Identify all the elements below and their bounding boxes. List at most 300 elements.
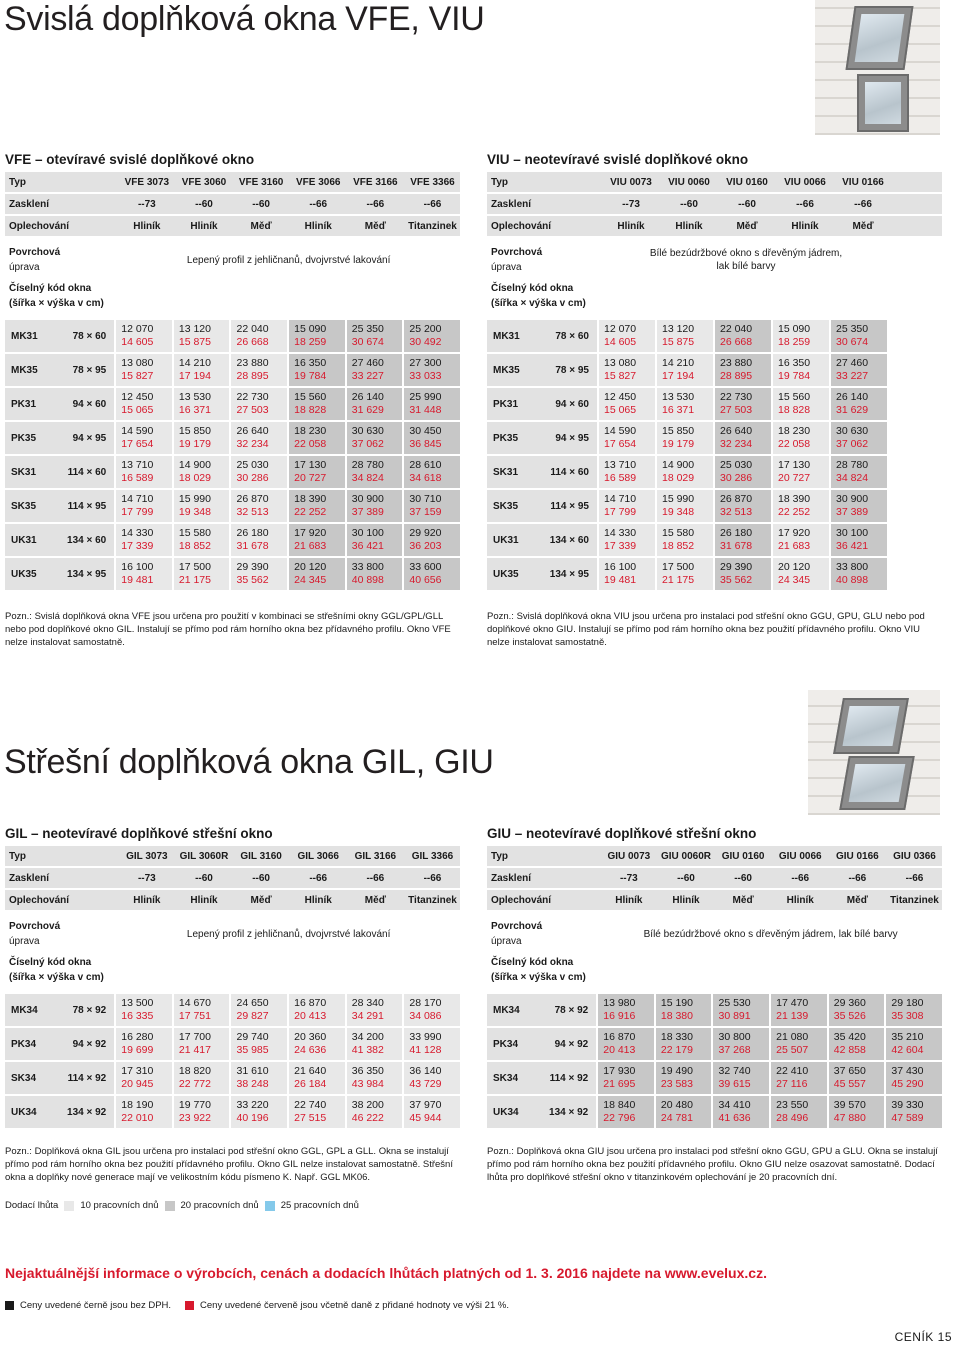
gil-price-cell bbox=[289, 1096, 345, 1128]
gil-size-code-text: UK34 bbox=[11, 1106, 37, 1118]
giu-price-gross: 23 583 bbox=[660, 1078, 693, 1090]
viu-price-cell bbox=[831, 388, 887, 420]
viu-price-gross: 32 234 bbox=[720, 438, 753, 450]
vfe-table bbox=[5, 150, 460, 590]
viu-price-net: 33 800 bbox=[836, 561, 869, 573]
gil-price-net: 28 340 bbox=[351, 997, 384, 1009]
vfe-price-cell bbox=[231, 422, 287, 454]
viu-price-gross: 30 286 bbox=[720, 472, 753, 484]
vfe-price-gross: 15 875 bbox=[178, 336, 211, 348]
gil-price-gross: 38 248 bbox=[236, 1078, 269, 1090]
vfe-size-code bbox=[5, 456, 114, 488]
gil-surface-label-1: Povrchová bbox=[9, 921, 61, 932]
gil-price-row bbox=[5, 1096, 460, 1128]
giu-surface-value: Bílé bezúdržbové okno s dřevěným jádrem, lak bílé barvy bbox=[643, 928, 898, 940]
gil-size-code-text: PK34 bbox=[11, 1038, 37, 1050]
vfe-price-gross: 26 668 bbox=[236, 336, 269, 348]
vfe-code-label-2: (šířka × výška v cm) bbox=[9, 298, 104, 309]
gil-flashing-cell: Hliník bbox=[190, 894, 218, 906]
viu-price-cell bbox=[657, 490, 713, 522]
viu-price-gross: 16 589 bbox=[604, 472, 637, 484]
giu-price-gross: 20 413 bbox=[603, 1044, 636, 1056]
giu-price-cell bbox=[713, 1096, 769, 1128]
viu-price-net: 25 030 bbox=[720, 459, 753, 471]
gil-price-gross: 20 945 bbox=[121, 1078, 154, 1090]
giu-price-cell bbox=[829, 994, 885, 1026]
gil-size-code bbox=[5, 1028, 114, 1060]
vfe-types-cell: VFE 3060 bbox=[181, 176, 227, 188]
gil-price-cell bbox=[174, 1096, 230, 1128]
giu-price-gross: 24 781 bbox=[660, 1112, 693, 1124]
vfe-price-gross: 15 065 bbox=[121, 404, 154, 416]
gil-price-gross: 40 196 bbox=[236, 1112, 269, 1124]
viu-price-row bbox=[487, 320, 942, 352]
vfe-price-gross: 32 234 bbox=[236, 438, 269, 450]
vfe-size-code bbox=[5, 320, 114, 352]
giu-types-cell: GIU 0066 bbox=[778, 850, 822, 862]
viu-code-label-2: (šířka × výška v cm) bbox=[491, 298, 586, 309]
viu-price-net: 15 560 bbox=[778, 391, 811, 403]
viu-table bbox=[487, 150, 942, 590]
vfe-code-label-1: Číselný kód okna bbox=[9, 283, 92, 294]
vfe-price-gross: 17 194 bbox=[178, 370, 211, 382]
gil-price-cell bbox=[347, 1028, 403, 1060]
giu-price-cell bbox=[656, 994, 712, 1026]
giu-price-gross: 45 290 bbox=[891, 1078, 924, 1090]
viu-price-gross: 19 784 bbox=[778, 370, 811, 382]
viu-price-cell bbox=[599, 354, 655, 386]
vfe-price-cell bbox=[116, 320, 172, 352]
viu-code-header bbox=[487, 280, 942, 312]
vfe-price-cell bbox=[404, 320, 460, 352]
vfe-price-net: 30 710 bbox=[409, 493, 442, 505]
giu-price-gross: 47 589 bbox=[891, 1112, 924, 1124]
viu-price-gross: 15 827 bbox=[604, 370, 637, 382]
vfe-price-net: 28 610 bbox=[409, 459, 442, 471]
vfe-typ-label: Typ bbox=[9, 176, 27, 188]
vfe-price-net: 30 900 bbox=[351, 493, 384, 505]
giu-price-cell bbox=[829, 1028, 885, 1060]
gil-price-cell bbox=[231, 1062, 287, 1094]
viu-surface-label-2: úprava bbox=[491, 262, 522, 273]
gil-price-cell bbox=[404, 1096, 460, 1128]
gil-price-gross: 43 729 bbox=[409, 1078, 442, 1090]
giu-size-code-text: PK34 bbox=[493, 1038, 519, 1050]
viu-price-net: 26 640 bbox=[720, 425, 753, 437]
viu-price-gross: 18 029 bbox=[662, 472, 695, 484]
vfe-price-net: 22 040 bbox=[236, 323, 269, 335]
vfe-types-row bbox=[5, 172, 460, 192]
gil-price-gross: 19 699 bbox=[121, 1044, 154, 1056]
viu-flashing-cell: Hliník bbox=[617, 220, 645, 232]
giu-size-code-text: MK34 bbox=[493, 1004, 520, 1016]
gil-size-dims: 78 × 92 bbox=[72, 1004, 107, 1016]
giu-price-gross: 41 636 bbox=[718, 1112, 751, 1124]
vfe-price-cell bbox=[347, 354, 403, 386]
viu-typ-label: Typ bbox=[491, 176, 509, 188]
viu-price-gross: 21 175 bbox=[662, 574, 695, 586]
viu-price-net: 12 070 bbox=[604, 323, 637, 335]
viu-surface-label bbox=[487, 245, 601, 275]
gil-price-gross: 22 772 bbox=[178, 1078, 211, 1090]
viu-oplechovani-label: Oplechování bbox=[491, 220, 552, 232]
vfe-price-gross: 33 033 bbox=[409, 370, 442, 382]
vfe-price-gross: 15 827 bbox=[121, 370, 154, 382]
gil-price-net: 33 990 bbox=[409, 1031, 442, 1043]
vfe-price-gross: 37 159 bbox=[409, 506, 442, 518]
giu-code-label bbox=[487, 955, 601, 985]
viu-size-dims: 78 × 95 bbox=[555, 364, 589, 376]
vfe-price-gross: 28 895 bbox=[236, 370, 269, 382]
vfe-price-net: 29 390 bbox=[236, 561, 269, 573]
viu-price-net: 25 350 bbox=[836, 323, 869, 335]
giu-surface-label bbox=[487, 919, 599, 949]
vfe-price-cell bbox=[231, 354, 287, 386]
vfe-price-cell bbox=[231, 524, 287, 556]
gil-price-net: 33 220 bbox=[236, 1099, 269, 1111]
viu-price-row bbox=[487, 558, 942, 590]
viu-size-dims: 78 × 60 bbox=[555, 330, 589, 342]
gil-price-cell bbox=[347, 1096, 403, 1128]
viu-price-cell bbox=[715, 524, 771, 556]
gil-glazing-cell: --66 bbox=[423, 872, 442, 884]
vfe-size-code-text: MK35 bbox=[11, 364, 38, 376]
info-line: Nejaktuálnější informace o výrobcích, cenách a dodacích lhůtách platných od 1. 3. 2016 najdete na www.evelux.cz. bbox=[5, 1265, 767, 1281]
vfe-price-cell bbox=[289, 456, 345, 488]
vfe-price-cell bbox=[116, 456, 172, 488]
giu-price-net: 15 190 bbox=[660, 997, 693, 1009]
gil-flashing-cell: Měď bbox=[364, 894, 386, 906]
gil-price-gross: 41 128 bbox=[409, 1044, 442, 1056]
gil-price-net: 37 970 bbox=[409, 1099, 442, 1111]
legend-swatch-25 bbox=[265, 1201, 275, 1211]
viu-price-cell bbox=[715, 422, 771, 454]
viu-price-cell bbox=[715, 558, 771, 590]
gil-size-code-text: SK34 bbox=[11, 1072, 37, 1084]
vfe-price-gross: 14 605 bbox=[121, 336, 154, 348]
viu-price-gross: 37 389 bbox=[836, 506, 869, 518]
vfe-price-gross: 31 678 bbox=[236, 540, 269, 552]
gil-zaskleni-label: Zasklení bbox=[9, 872, 50, 884]
viu-price-net: 14 590 bbox=[604, 425, 637, 437]
viu-price-cell bbox=[657, 456, 713, 488]
gil-flashing-cell: Měď bbox=[250, 894, 272, 906]
viu-price-gross: 15 875 bbox=[662, 336, 695, 348]
giu-price-net: 34 410 bbox=[718, 1099, 751, 1111]
giu-price-net: 16 870 bbox=[603, 1031, 636, 1043]
vfe-glazing-cell: --66 bbox=[309, 198, 328, 210]
vfe-size-dims: 94 × 60 bbox=[72, 398, 107, 410]
gil-price-net: 18 820 bbox=[178, 1065, 211, 1077]
viu-price-cell bbox=[715, 490, 771, 522]
gil-size-code bbox=[5, 994, 114, 1026]
giu-price-gross: 25 507 bbox=[776, 1044, 809, 1056]
giu-code-header bbox=[487, 954, 942, 986]
gil-price-net: 36 140 bbox=[409, 1065, 442, 1077]
vfe-price-gross: 30 492 bbox=[409, 336, 442, 348]
legend-25: 25 pracovních dnů bbox=[280, 1200, 359, 1211]
viu-price-net: 15 990 bbox=[662, 493, 695, 505]
vfe-price-net: 13 710 bbox=[121, 459, 154, 471]
viu-price-cell bbox=[773, 422, 829, 454]
viu-price-row bbox=[487, 388, 942, 420]
viu-price-cell bbox=[773, 388, 829, 420]
page-footer: CENÍK 15 bbox=[894, 1330, 952, 1344]
vfe-price-gross: 37 389 bbox=[351, 506, 384, 518]
giu-types-cell: GIU 0060R bbox=[660, 850, 711, 862]
viu-price-net: 15 090 bbox=[778, 323, 811, 335]
vfe-price-net: 33 800 bbox=[351, 561, 384, 573]
legend-swatch-20 bbox=[165, 1201, 175, 1211]
gil-price-cell bbox=[231, 1096, 287, 1128]
giu-price-cell bbox=[829, 1062, 885, 1094]
viu-price-gross: 17 194 bbox=[662, 370, 695, 382]
giu-price-cell bbox=[713, 994, 769, 1026]
vfe-size-code bbox=[5, 422, 114, 454]
vfe-price-net: 17 130 bbox=[294, 459, 327, 471]
viu-price-net: 20 120 bbox=[778, 561, 811, 573]
vfe-price-gross: 21 683 bbox=[294, 540, 327, 552]
giu-flashing-cell: Hliník bbox=[672, 894, 700, 906]
gil-code-label bbox=[5, 955, 119, 985]
vfe-price-net: 23 880 bbox=[236, 357, 269, 369]
giu-size-dims: 114 × 92 bbox=[549, 1072, 589, 1084]
gil-price-net: 14 670 bbox=[178, 997, 211, 1009]
viu-price-cell bbox=[657, 354, 713, 386]
viu-size-dims: 94 × 95 bbox=[555, 432, 589, 444]
giu-zaskleni-label: Zasklení bbox=[491, 872, 532, 884]
viu-price-cell bbox=[715, 320, 771, 352]
vfe-size-dims: 134 × 60 bbox=[67, 534, 107, 546]
vfe-price-net: 15 090 bbox=[294, 323, 327, 335]
viu-size-code bbox=[487, 490, 597, 522]
vfe-price-net: 14 900 bbox=[178, 459, 211, 471]
giu-price-net: 17 470 bbox=[776, 997, 809, 1009]
vfe-price-net: 30 450 bbox=[409, 425, 442, 437]
vfe-price-cell bbox=[404, 558, 460, 590]
vfe-price-cell bbox=[289, 320, 345, 352]
vfe-size-dims: 134 × 95 bbox=[67, 568, 107, 580]
gil-size-dims: 94 × 92 bbox=[72, 1038, 107, 1050]
vfe-price-net: 26 140 bbox=[351, 391, 384, 403]
vfe-price-gross: 31 448 bbox=[409, 404, 442, 416]
viu-size-code-text: SK31 bbox=[493, 466, 519, 478]
viu-types-cell: VIU 0066 bbox=[784, 176, 826, 188]
viu-glazing-cell: --73 bbox=[622, 198, 640, 210]
vfe-size-code bbox=[5, 490, 114, 522]
vfe-price-net: 14 210 bbox=[178, 357, 211, 369]
vfe-price-net: 16 100 bbox=[121, 561, 154, 573]
vfe-price-gross: 36 421 bbox=[351, 540, 384, 552]
gil-price-net: 19 770 bbox=[178, 1099, 211, 1111]
viu-price-cell bbox=[657, 558, 713, 590]
legend-swatch-10 bbox=[64, 1201, 74, 1211]
vfe-price-cell bbox=[174, 524, 230, 556]
gil-price-net: 17 700 bbox=[178, 1031, 211, 1043]
vfe-size-code bbox=[5, 558, 114, 590]
viu-price-gross: 21 683 bbox=[778, 540, 811, 552]
gil-surface-value: Lepený profil z jehličnanů, dvojvrstvé lakování bbox=[186, 928, 391, 940]
gil-price-net: 22 740 bbox=[294, 1099, 327, 1111]
viu-price-row bbox=[487, 354, 942, 386]
vfe-price-gross: 22 252 bbox=[294, 506, 327, 518]
giu-title: GIU – neotevíravé doplňkové střešní okno bbox=[487, 826, 757, 841]
viu-price-cell bbox=[599, 422, 655, 454]
viu-size-code-text: UK35 bbox=[493, 568, 519, 580]
viu-price-gross: 17 339 bbox=[604, 540, 637, 552]
giu-types-cell: GIU 0160 bbox=[721, 850, 765, 862]
vat-legend bbox=[5, 1300, 509, 1311]
vfe-size-dims: 78 × 95 bbox=[72, 364, 107, 376]
gil-price-net: 13 500 bbox=[121, 997, 154, 1009]
gil-price-net: 20 360 bbox=[294, 1031, 327, 1043]
giu-typ-label: Typ bbox=[491, 850, 509, 862]
vfe-price-net: 15 850 bbox=[178, 425, 211, 437]
vfe-price-row bbox=[5, 456, 460, 488]
vfe-price-gross: 19 179 bbox=[178, 438, 211, 450]
giu-price-gross: 47 880 bbox=[833, 1112, 866, 1124]
vfe-flashing-cell: Měď bbox=[250, 220, 272, 232]
vfe-price-cell bbox=[116, 558, 172, 590]
vfe-price-cell bbox=[174, 320, 230, 352]
viu-price-net: 14 210 bbox=[662, 357, 695, 369]
vfe-size-code bbox=[5, 388, 114, 420]
legend-10: 10 pracovních dnů bbox=[80, 1200, 159, 1211]
giu-price-cell bbox=[771, 994, 827, 1026]
vfe-price-gross: 33 227 bbox=[351, 370, 384, 382]
viu-price-cell bbox=[715, 354, 771, 386]
vfe-price-net: 13 120 bbox=[178, 323, 211, 335]
vfe-price-gross: 36 203 bbox=[409, 540, 442, 552]
viu-price-gross: 19 179 bbox=[662, 438, 695, 450]
vfe-price-gross: 17 654 bbox=[121, 438, 154, 450]
viu-glazing-cell: --66 bbox=[854, 198, 872, 210]
viu-price-net: 17 500 bbox=[662, 561, 695, 573]
viu-glazing-cell: --60 bbox=[680, 198, 698, 210]
viu-glazing-row bbox=[487, 194, 942, 214]
viu-price-net: 26 140 bbox=[836, 391, 869, 403]
viu-price-gross: 24 345 bbox=[778, 574, 811, 586]
viu-price-row bbox=[487, 422, 942, 454]
giu-price-net: 32 740 bbox=[718, 1065, 751, 1077]
viu-size-code bbox=[487, 388, 597, 420]
gil-title: GIL – neotevíravé doplňkové střešní okno bbox=[5, 826, 273, 841]
vfe-price-cell bbox=[174, 456, 230, 488]
gil-price-gross: 41 382 bbox=[351, 1044, 384, 1056]
giu-price-gross: 35 308 bbox=[891, 1010, 924, 1022]
giu-oplechovani-label: Oplechování bbox=[491, 894, 552, 906]
viu-price-gross: 26 668 bbox=[720, 336, 753, 348]
viu-price-cell bbox=[831, 320, 887, 352]
vfe-surface-row bbox=[5, 242, 460, 278]
vfe-price-gross: 40 898 bbox=[351, 574, 384, 586]
viu-price-net: 26 180 bbox=[720, 527, 753, 539]
gil-note: Pozn.: Doplňková okna GIL jsou určena pro instalaci pod střešní okno GGL, GPL a GLL. Okna se instalují přímo pod rám horního okna bez použití přídavného profilu. Okno GIL nelze instalovat samostatně. Střešní okna a doplňky nové generace mají ve velikostním kódu písmeno K. Např. GGL MK06. bbox=[5, 1146, 453, 1183]
vfe-price-row bbox=[5, 388, 460, 420]
giu-flashing-cell: Měď bbox=[846, 894, 868, 906]
giu-price-row bbox=[487, 1062, 942, 1094]
viu-price-gross: 22 058 bbox=[778, 438, 811, 450]
viu-size-code bbox=[487, 456, 597, 488]
vfe-size-code-text: SK35 bbox=[11, 500, 37, 512]
viu-price-cell bbox=[773, 490, 829, 522]
vfe-price-row bbox=[5, 422, 460, 454]
viu-size-code bbox=[487, 422, 597, 454]
giu-types-cell: GIU 0073 bbox=[607, 850, 651, 862]
viu-price-gross: 35 562 bbox=[720, 574, 753, 586]
giu-size-dims: 94 × 92 bbox=[554, 1038, 589, 1050]
gil-table bbox=[5, 824, 460, 1128]
giu-flashing-cell: Hliník bbox=[615, 894, 643, 906]
viu-price-gross: 17 654 bbox=[604, 438, 637, 450]
vfe-price-net: 26 640 bbox=[236, 425, 269, 437]
giu-surface-label-1: Povrchová bbox=[491, 921, 543, 932]
viu-glazing-cell: --60 bbox=[738, 198, 756, 210]
vfe-price-cell bbox=[174, 422, 230, 454]
giu-price-gross: 27 116 bbox=[776, 1078, 808, 1090]
vfe-price-cell bbox=[289, 354, 345, 386]
gil-price-cell bbox=[174, 994, 230, 1026]
vfe-price-net: 25 030 bbox=[236, 459, 269, 471]
giu-price-cell bbox=[598, 1062, 654, 1094]
viu-price-gross: 37 062 bbox=[836, 438, 869, 450]
viu-flashing-cell: Hliník bbox=[791, 220, 819, 232]
vfe-price-gross: 22 058 bbox=[294, 438, 327, 450]
viu-surface-row bbox=[487, 242, 942, 278]
gil-glazing-cell: --73 bbox=[137, 872, 156, 884]
gil-price-gross: 17 751 bbox=[178, 1010, 211, 1022]
vfe-size-dims: 94 × 95 bbox=[72, 432, 107, 444]
legend-20: 20 pracovních dnů bbox=[180, 1200, 259, 1211]
gil-price-net: 17 310 bbox=[121, 1065, 154, 1077]
gil-types-cell: GIL 3366 bbox=[411, 850, 454, 862]
gil-price-gross: 21 417 bbox=[178, 1044, 211, 1056]
vfe-price-net: 26 870 bbox=[236, 493, 269, 505]
vfe-price-net: 14 590 bbox=[121, 425, 154, 437]
vfe-price-net: 25 990 bbox=[409, 391, 442, 403]
vfe-price-cell bbox=[289, 490, 345, 522]
giu-price-net: 29 360 bbox=[833, 997, 866, 1009]
gil-price-gross: 23 922 bbox=[178, 1112, 211, 1124]
viu-size-dims: 134 × 60 bbox=[549, 534, 589, 546]
vfe-price-gross: 30 674 bbox=[351, 336, 384, 348]
vfe-price-net: 25 200 bbox=[409, 323, 442, 335]
vfe-price-cell bbox=[289, 558, 345, 590]
vfe-types-cell: VFE 3073 bbox=[124, 176, 170, 188]
vfe-size-code-text: UK35 bbox=[11, 568, 37, 580]
vfe-price-net: 15 580 bbox=[178, 527, 211, 539]
gil-price-gross: 34 086 bbox=[409, 1010, 442, 1022]
vfe-surface-label bbox=[5, 245, 117, 275]
giu-price-cell bbox=[656, 1028, 712, 1060]
vfe-price-net: 15 560 bbox=[294, 391, 327, 403]
vfe-price-net: 16 350 bbox=[294, 357, 327, 369]
vfe-price-net: 22 730 bbox=[236, 391, 269, 403]
viu-price-cell bbox=[831, 490, 887, 522]
viu-price-cell bbox=[773, 320, 829, 352]
gil-price-gross: 29 827 bbox=[236, 1010, 269, 1022]
vfe-price-gross: 16 589 bbox=[121, 472, 154, 484]
viu-size-code bbox=[487, 558, 597, 590]
vfe-size-code-text: PK31 bbox=[11, 398, 37, 410]
vfe-price-net: 13 080 bbox=[121, 357, 154, 369]
viu-price-net: 26 870 bbox=[720, 493, 753, 505]
viu-types-cell: VIU 0060 bbox=[668, 176, 710, 188]
gil-size-dims: 114 × 92 bbox=[67, 1072, 107, 1084]
giu-price-cell bbox=[713, 1028, 769, 1060]
viu-price-net: 14 710 bbox=[604, 493, 637, 505]
gil-typ-label: Typ bbox=[9, 850, 27, 862]
